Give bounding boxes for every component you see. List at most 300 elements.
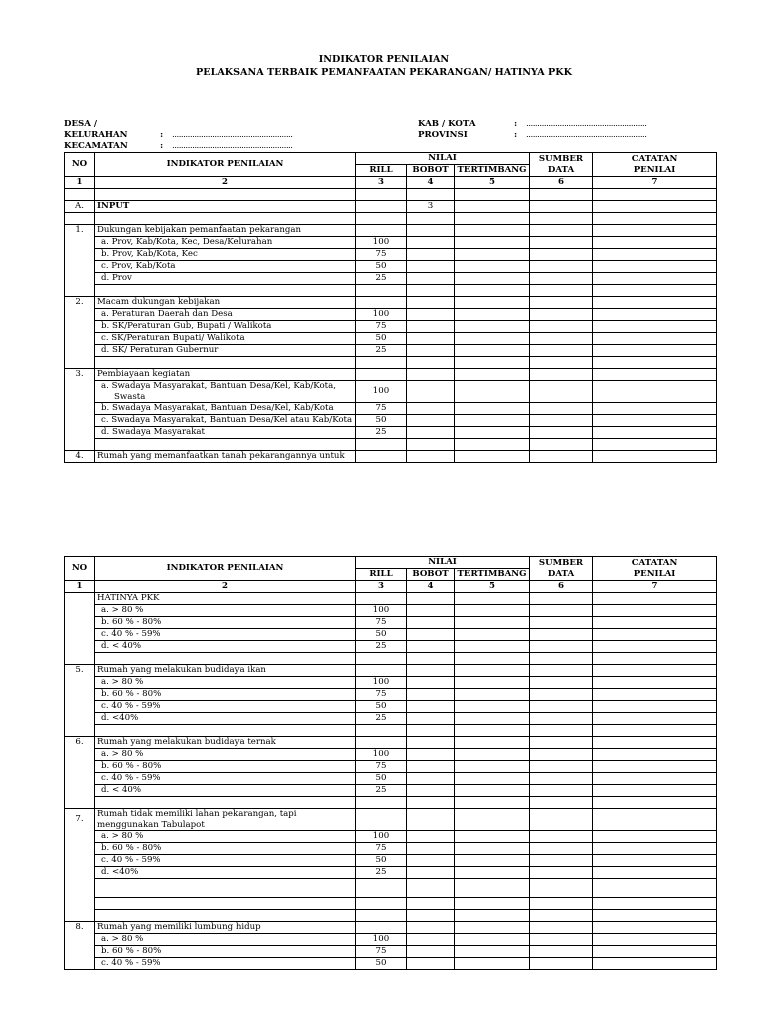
tertimbang-cell[interactable] — [455, 785, 530, 797]
catatan-penilai-cell[interactable] — [593, 297, 717, 309]
sumber-data-cell[interactable] — [530, 261, 593, 273]
sumber-data-cell[interactable] — [530, 713, 593, 725]
catatan-penilai-cell[interactable] — [593, 213, 717, 225]
rill-cell — [356, 809, 407, 831]
bobot-cell[interactable] — [407, 689, 455, 701]
table-row — [65, 273, 717, 285]
bobot-cell[interactable]: 3 — [407, 201, 455, 213]
sumber-data-cell[interactable] — [530, 439, 593, 451]
bobot-cell[interactable] — [407, 725, 455, 737]
sumber-data-cell[interactable] — [530, 415, 593, 427]
catatan-penilai-cell[interactable] — [593, 333, 717, 345]
bobot-cell[interactable] — [407, 189, 455, 201]
sumber-data-cell[interactable] — [530, 213, 593, 225]
kab-value[interactable]: ...................................................... — [526, 119, 647, 129]
sumber-data-cell[interactable] — [530, 831, 593, 843]
catatan-penilai-cell[interactable] — [593, 439, 717, 451]
tertimbang-cell[interactable] — [455, 725, 530, 737]
table-row — [65, 713, 717, 725]
no-cell — [65, 867, 95, 879]
table-row — [65, 785, 717, 797]
sumber-data-cell[interactable] — [530, 797, 593, 809]
catatan-penilai-cell[interactable] — [593, 898, 717, 910]
catatan-penilai-cell[interactable] — [593, 629, 717, 641]
sumber-data-cell[interactable] — [530, 761, 593, 773]
bobot-cell[interactable] — [407, 309, 455, 321]
bobot-cell[interactable] — [407, 451, 455, 463]
bobot-cell[interactable] — [407, 677, 455, 689]
tertimbang-cell[interactable] — [455, 677, 530, 689]
bobot-cell[interactable] — [407, 369, 455, 381]
no-cell — [65, 321, 95, 333]
bobot-cell[interactable] — [407, 593, 455, 605]
indikator-cell: Macam dukungan kebijakan — [95, 297, 356, 309]
tertimbang-cell[interactable] — [455, 273, 530, 285]
bobot-cell[interactable] — [407, 403, 455, 415]
tertimbang-cell[interactable] — [455, 321, 530, 333]
catatan-penilai-cell[interactable] — [593, 381, 717, 403]
header-catatan-line1: CATATAN — [631, 154, 678, 164]
catatan-penilai-cell[interactable] — [593, 427, 717, 439]
bobot-cell[interactable] — [407, 237, 455, 249]
sumber-data-cell[interactable] — [530, 285, 593, 297]
sumber-data-cell[interactable] — [530, 345, 593, 357]
bobot-cell[interactable] — [407, 225, 455, 237]
tertimbang-cell[interactable] — [455, 415, 530, 427]
rill-cell: 100 — [356, 677, 407, 689]
catatan-penilai-cell[interactable] — [593, 357, 717, 369]
indikator-cell — [95, 879, 356, 898]
kecamatan-label: KECAMATAN — [64, 141, 128, 151]
tertimbang-cell[interactable] — [455, 285, 530, 297]
catatan-penilai-cell[interactable] — [593, 617, 717, 629]
bobot-cell[interactable] — [407, 629, 455, 641]
sumber-data-cell[interactable] — [530, 879, 593, 898]
tertimbang-cell[interactable] — [455, 297, 530, 309]
table-row — [65, 321, 717, 333]
sumber-data-cell[interactable] — [530, 855, 593, 867]
tertimbang-cell[interactable] — [455, 797, 530, 809]
sumber-data-cell[interactable] — [530, 641, 593, 653]
tertimbang-cell[interactable] — [455, 617, 530, 629]
sumber-data-cell[interactable] — [530, 773, 593, 785]
catatan-penilai-cell[interactable] — [593, 641, 717, 653]
sumber-data-cell[interactable] — [530, 701, 593, 713]
bobot-cell[interactable] — [407, 249, 455, 261]
bobot-cell[interactable] — [407, 297, 455, 309]
indikator-cell: b. 60 % - 80% — [95, 843, 356, 855]
sumber-data-cell[interactable] — [530, 321, 593, 333]
tertimbang-cell[interactable] — [455, 309, 530, 321]
indikator-cell: Rumah yang memiliki lumbung hidup — [95, 922, 356, 934]
bobot-cell[interactable] — [407, 867, 455, 879]
indikator-cell: c. 40 % - 59% — [95, 958, 356, 970]
catatan-penilai-cell[interactable] — [593, 797, 717, 809]
meta-left — [64, 119, 293, 152]
bobot-cell[interactable] — [407, 653, 455, 665]
tertimbang-cell[interactable] — [455, 809, 530, 831]
section-row — [65, 201, 717, 213]
indikator-line: Rumah tidak memiliki lahan pekarangan, tapi — [97, 809, 297, 819]
catatan-penilai-cell[interactable] — [593, 867, 717, 879]
catatan-penilai-cell[interactable] — [593, 415, 717, 427]
header-nilai: NILAI — [356, 557, 530, 569]
sumber-data-cell[interactable] — [530, 189, 593, 201]
tertimbang-cell[interactable] — [455, 843, 530, 855]
header-sumber — [530, 557, 593, 581]
sumber-data-cell[interactable] — [530, 381, 593, 403]
rill-cell: 50 — [356, 629, 407, 641]
table-row — [65, 237, 717, 249]
indikator-cell — [95, 910, 356, 922]
tertimbang-cell[interactable] — [455, 653, 530, 665]
tertimbang-cell[interactable] — [455, 249, 530, 261]
tertimbang-cell[interactable] — [455, 189, 530, 201]
tertimbang-cell[interactable] — [455, 934, 530, 946]
header-catatan — [593, 153, 717, 177]
sumber-data-cell[interactable] — [530, 629, 593, 641]
catatan-penilai-cell[interactable] — [593, 225, 717, 237]
catatan-penilai-cell[interactable] — [593, 451, 717, 463]
bobot-cell[interactable] — [407, 934, 455, 946]
catatan-penilai-cell[interactable] — [593, 946, 717, 958]
catatan-penilai-cell[interactable] — [593, 285, 717, 297]
tertimbang-cell[interactable] — [455, 261, 530, 273]
sumber-data-cell[interactable] — [530, 309, 593, 321]
bobot-cell[interactable] — [407, 958, 455, 970]
tertimbang-cell[interactable] — [455, 605, 530, 617]
sumber-data-cell[interactable] — [530, 297, 593, 309]
table-row — [65, 725, 717, 737]
tertimbang-cell[interactable] — [455, 593, 530, 605]
bobot-cell[interactable] — [407, 285, 455, 297]
catatan-penilai-cell[interactable] — [593, 403, 717, 415]
bobot-cell[interactable] — [407, 357, 455, 369]
bobot-cell[interactable] — [407, 922, 455, 934]
indikator-cell: Rumah yang melakukan budidaya ternak — [95, 737, 356, 749]
sumber-data-cell[interactable] — [530, 201, 593, 213]
sumber-data-cell[interactable] — [530, 910, 593, 922]
sumber-data-cell[interactable] — [530, 357, 593, 369]
no-cell — [65, 427, 95, 439]
bobot-cell[interactable] — [407, 605, 455, 617]
rill-cell: 50 — [356, 415, 407, 427]
bobot-cell[interactable] — [407, 427, 455, 439]
sumber-data-cell[interactable] — [530, 898, 593, 910]
tertimbang-cell[interactable] — [455, 701, 530, 713]
column-number: 6 — [530, 177, 593, 189]
bobot-cell[interactable] — [407, 381, 455, 403]
no-cell — [65, 403, 95, 415]
tertimbang-cell[interactable] — [455, 922, 530, 934]
tertimbang-cell[interactable] — [455, 689, 530, 701]
indikator-cell — [95, 189, 356, 201]
sumber-data-cell[interactable] — [530, 617, 593, 629]
sumber-data-cell[interactable] — [530, 403, 593, 415]
sumber-data-cell[interactable] — [530, 237, 593, 249]
sumber-data-cell[interactable] — [530, 249, 593, 261]
tertimbang-cell[interactable] — [455, 641, 530, 653]
indikator-cell — [95, 725, 356, 737]
colon: : — [160, 130, 164, 140]
sumber-data-cell[interactable] — [530, 225, 593, 237]
bobot-cell[interactable] — [407, 946, 455, 958]
tertimbang-cell[interactable] — [455, 749, 530, 761]
catatan-penilai-cell[interactable] — [593, 249, 717, 261]
tertimbang-cell[interactable] — [455, 333, 530, 345]
catatan-penilai-cell[interactable] — [593, 958, 717, 970]
table-row — [65, 843, 717, 855]
table-row — [65, 309, 717, 321]
catatan-penilai-cell[interactable] — [593, 855, 717, 867]
catatan-penilai-cell[interactable] — [593, 737, 717, 749]
catatan-penilai-cell[interactable] — [593, 309, 717, 321]
sumber-data-cell[interactable] — [530, 946, 593, 958]
group-title-row — [65, 297, 717, 309]
catatan-penilai-cell[interactable] — [593, 785, 717, 797]
no-cell — [65, 273, 95, 285]
rill-cell: 100 — [356, 605, 407, 617]
catatan-penilai-cell[interactable] — [593, 725, 717, 737]
sumber-data-cell[interactable] — [530, 677, 593, 689]
catatan-penilai-cell[interactable] — [593, 369, 717, 381]
sumber-data-cell[interactable] — [530, 737, 593, 749]
rill-cell — [356, 439, 407, 451]
catatan-penilai-cell[interactable] — [593, 593, 717, 605]
tertimbang-cell[interactable] — [455, 761, 530, 773]
catatan-penilai-cell[interactable] — [593, 605, 717, 617]
column-number: 1 — [65, 177, 95, 189]
sumber-data-cell[interactable] — [530, 785, 593, 797]
bobot-cell[interactable] — [407, 797, 455, 809]
no-cell — [65, 831, 95, 843]
catatan-penilai-cell[interactable] — [593, 321, 717, 333]
sumber-data-cell[interactable] — [530, 958, 593, 970]
column-number-row — [65, 177, 717, 189]
catatan-penilai-cell[interactable] — [593, 689, 717, 701]
catatan-penilai-cell[interactable] — [593, 761, 717, 773]
bobot-cell[interactable] — [407, 641, 455, 653]
rill-cell: 50 — [356, 261, 407, 273]
header-catatan-line2: PENILAI — [633, 568, 676, 579]
catatan-penilai-cell[interactable] — [593, 677, 717, 689]
sumber-data-cell[interactable] — [530, 273, 593, 285]
sumber-data-cell[interactable] — [530, 369, 593, 381]
tertimbang-cell[interactable] — [455, 879, 530, 898]
header-sumber — [530, 153, 593, 177]
tertimbang-cell[interactable] — [455, 958, 530, 970]
table-row — [65, 749, 717, 761]
indikator-cell: b. 60 % - 80% — [95, 761, 356, 773]
indikator-cell: d. <40% — [95, 867, 356, 879]
sumber-data-cell[interactable] — [530, 593, 593, 605]
catatan-penilai-cell[interactable] — [593, 273, 717, 285]
bobot-cell[interactable] — [407, 910, 455, 922]
bobot-cell[interactable] — [407, 321, 455, 333]
catatan-penilai-cell[interactable] — [593, 201, 717, 213]
kecamatan-value[interactable]: ...................................................... — [172, 141, 293, 151]
catatan-penilai-cell[interactable] — [593, 773, 717, 785]
catatan-penilai-cell[interactable] — [593, 910, 717, 922]
header-tertimbang: TERTIMBANG — [455, 165, 530, 177]
group-title-row — [65, 369, 717, 381]
sumber-data-cell[interactable] — [530, 653, 593, 665]
sumber-data-cell[interactable] — [530, 843, 593, 855]
no-cell — [65, 946, 95, 958]
rill-cell — [356, 653, 407, 665]
no-cell: 5. — [65, 665, 95, 677]
no-cell — [65, 910, 95, 922]
no-cell — [65, 629, 95, 641]
catatan-penilai-cell[interactable] — [593, 237, 717, 249]
catatan-penilai-cell[interactable] — [593, 665, 717, 677]
tertimbang-cell[interactable] — [455, 357, 530, 369]
rill-cell — [356, 213, 407, 225]
no-cell — [65, 261, 95, 273]
sumber-data-cell[interactable] — [530, 867, 593, 879]
no-cell: 7. — [65, 809, 95, 831]
indikator-table-1 — [64, 152, 717, 463]
no-cell — [65, 761, 95, 773]
table-row — [65, 333, 717, 345]
bobot-cell[interactable] — [407, 785, 455, 797]
indikator-cell: a. > 80 % — [95, 749, 356, 761]
catatan-penilai-cell[interactable] — [593, 261, 717, 273]
indikator-cell: c. 40 % - 59% — [95, 629, 356, 641]
table-row — [65, 641, 717, 653]
tertimbang-cell[interactable] — [455, 910, 530, 922]
no-cell: 1. — [65, 225, 95, 237]
tertimbang-cell[interactable] — [455, 713, 530, 725]
sumber-data-cell[interactable] — [530, 427, 593, 439]
rill-cell: 75 — [356, 321, 407, 333]
rill-cell — [356, 879, 407, 898]
bobot-cell[interactable] — [407, 855, 455, 867]
sumber-data-cell[interactable] — [530, 725, 593, 737]
tertimbang-cell[interactable] — [455, 946, 530, 958]
rill-cell: 75 — [356, 843, 407, 855]
tertimbang-cell[interactable] — [455, 403, 530, 415]
bobot-cell[interactable] — [407, 617, 455, 629]
sumber-data-cell[interactable] — [530, 749, 593, 761]
bobot-cell[interactable] — [407, 439, 455, 451]
tertimbang-cell[interactable] — [455, 898, 530, 910]
tertimbang-cell[interactable] — [455, 867, 530, 879]
tertimbang-cell[interactable] — [455, 451, 530, 463]
rill-cell: 25 — [356, 427, 407, 439]
tertimbang-cell[interactable] — [455, 773, 530, 785]
tertimbang-cell[interactable] — [455, 369, 530, 381]
sumber-data-cell[interactable] — [530, 922, 593, 934]
catatan-penilai-cell[interactable] — [593, 934, 717, 946]
bobot-cell[interactable] — [407, 273, 455, 285]
bobot-cell[interactable] — [407, 415, 455, 427]
sumber-data-cell[interactable] — [530, 934, 593, 946]
catatan-penilai-cell[interactable] — [593, 749, 717, 761]
tertimbang-cell[interactable] — [455, 855, 530, 867]
indikator-cell — [95, 285, 356, 297]
table-row — [65, 855, 717, 867]
sumber-data-cell[interactable] — [530, 809, 593, 831]
catatan-penilai-cell[interactable] — [593, 809, 717, 831]
desa-value[interactable]: ...................................................... — [172, 130, 293, 140]
bobot-cell[interactable] — [407, 665, 455, 677]
tertimbang-cell[interactable] — [455, 381, 530, 403]
bobot-cell[interactable] — [407, 737, 455, 749]
rill-cell — [356, 369, 407, 381]
indikator-cell — [95, 653, 356, 665]
catatan-penilai-cell[interactable] — [593, 189, 717, 201]
tertimbang-cell[interactable] — [455, 831, 530, 843]
tertimbang-cell[interactable] — [455, 427, 530, 439]
catatan-penilai-cell[interactable] — [593, 653, 717, 665]
indikator-cell: Pembiayaan kegiatan — [95, 369, 356, 381]
catatan-penilai-cell[interactable] — [593, 922, 717, 934]
sumber-data-cell[interactable] — [530, 689, 593, 701]
header-tertimbang: TERTIMBANG — [455, 569, 530, 581]
bobot-cell[interactable] — [407, 831, 455, 843]
indikator-cell — [95, 439, 356, 451]
bobot-cell[interactable] — [407, 713, 455, 725]
bobot-cell[interactable] — [407, 749, 455, 761]
provinsi-label: PROVINSI — [418, 130, 468, 140]
table-row — [65, 934, 717, 946]
sumber-data-cell[interactable] — [530, 605, 593, 617]
bobot-cell[interactable] — [407, 213, 455, 225]
no-cell — [65, 689, 95, 701]
column-number: 7 — [593, 177, 717, 189]
tertimbang-cell[interactable] — [455, 439, 530, 451]
tertimbang-cell[interactable] — [455, 345, 530, 357]
catatan-penilai-cell[interactable] — [593, 843, 717, 855]
catatan-penilai-cell[interactable] — [593, 345, 717, 357]
catatan-penilai-cell[interactable] — [593, 713, 717, 725]
bobot-cell[interactable] — [407, 261, 455, 273]
tertimbang-cell[interactable] — [455, 201, 530, 213]
colon: : — [514, 119, 518, 129]
sumber-data-cell[interactable] — [530, 665, 593, 677]
catatan-penilai-cell[interactable] — [593, 879, 717, 898]
bobot-cell[interactable] — [407, 898, 455, 910]
bobot-cell[interactable] — [407, 333, 455, 345]
sumber-data-cell[interactable] — [530, 333, 593, 345]
sumber-data-cell[interactable] — [530, 451, 593, 463]
bobot-cell[interactable] — [407, 809, 455, 831]
bobot-cell[interactable] — [407, 843, 455, 855]
tertimbang-cell[interactable] — [455, 225, 530, 237]
bobot-cell[interactable] — [407, 761, 455, 773]
bobot-cell[interactable] — [407, 879, 455, 898]
rill-cell — [356, 898, 407, 910]
no-cell — [65, 725, 95, 737]
indikator-cell: c. 40 % - 59% — [95, 701, 356, 713]
tertimbang-cell[interactable] — [455, 213, 530, 225]
provinsi-value[interactable]: ...................................................... — [526, 130, 647, 140]
table-row — [65, 958, 717, 970]
bobot-cell[interactable] — [407, 345, 455, 357]
catatan-penilai-cell[interactable] — [593, 831, 717, 843]
rill-cell — [356, 357, 407, 369]
tertimbang-cell[interactable] — [455, 237, 530, 249]
bobot-cell[interactable] — [407, 773, 455, 785]
header-rill: RILL — [356, 569, 407, 581]
bobot-cell[interactable] — [407, 701, 455, 713]
tertimbang-cell[interactable] — [455, 737, 530, 749]
tertimbang-cell[interactable] — [455, 665, 530, 677]
tertimbang-cell[interactable] — [455, 629, 530, 641]
column-number: 3 — [356, 177, 407, 189]
catatan-penilai-cell[interactable] — [593, 701, 717, 713]
